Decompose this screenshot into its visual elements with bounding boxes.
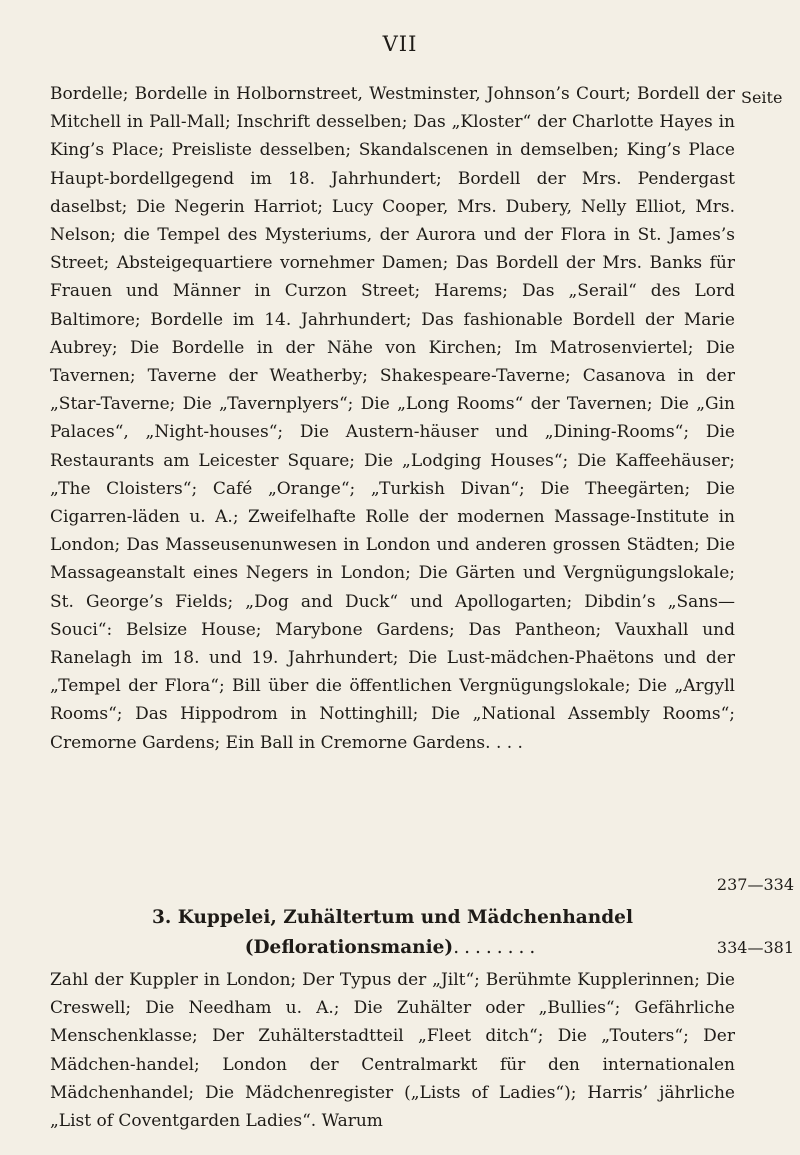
toc-entry-pages: 237—334 — [716, 875, 794, 894]
section-heading: 3. Kuppelei, Zuhältertum und Mädchenhandel — [152, 907, 633, 928]
section-subheading — [50, 933, 735, 963]
toc-entry-body — [50, 80, 735, 757]
section-pages: 334—381 — [716, 938, 794, 957]
page-number: VII — [382, 32, 418, 56]
section-subheading-dots: ........ — [453, 937, 541, 958]
section-subheading-text: (Deflorationsmanie) — [244, 937, 454, 958]
toc-entry-dots: . . . — [495, 732, 523, 753]
column-header-seite: Seite — [741, 88, 783, 107]
toc-entry-text: Bordelle; Bordelle in Holbornstreet, Westminster, Johnson’s Court; Bordell der Mitchell in Pall-Mall; Inschrift desselben; Das „Kloster“ der Charlotte Hayes in King’s Place; Preisliste desselben; Skandalscenen in demselben; King’s Place Haupt-bordellgegend im 18. Jahrhundert; Bordell der Mrs. Pendergast daselbst; Die Negerin Harriot; Lucy Cooper, Mrs. Dubery, Nelly Elliot, Mrs. Nelson; die Tempel des Mysteriums, der Aurora und der Flora in St. James’s Street; Absteigequartiere vornehmer Damen; Das Bordell der Mrs. Banks für Frauen und Männer in Curzon Street; Harems; Das „Serail“ des Lord Baltimore; Bordelle im 14. Jahrhundert; Das fashionable Bordell der Marie Aubrey; Die Bordelle in der Nähe von Kirchen; Im Matrosenviertel; Die Tavernen; Taverne der Weatherby; Shakespeare-Taverne; Casanova in der „Star-Taverne; Die „Tavernplyers“; Die „Long Rooms“ der Tavernen; Die „Gin Palaces“, „Night-houses“; Die Austern-häuser und „Dining-Rooms“; Die Restaurants am Leicester Square; Die „Lodging Houses“; Die Kaffeehäuser; „The Cloisters“; Café „Orange“; „Turkish Divan“; Die Theegärten; Die Cigarren-läden u. A.; Zweifelhafte Rolle der modernen Massage-Institute in London; Das Masseusenunwesen in London und anderen grossen Städten; Die Massageanstalt eines Negers in London; Die Gärten und Vergnügungslokale; St. George’s Fields; „Dog and Duck“ und Apollogarten; Dibdin’s „Sans—Souci“: Belsize House; Marybone Gardens; Das Pantheon; Vauxhall und Ranelagh im 18. und 19. Jahrhundert; Die Lust-mädchen-Phaëtons und der „Tempel der Flora“; Bill über die öffentlichen Vergnügungslokale; Die „Argyll Rooms“; Das Hippodrom in Nottinghill; Die „National Assembly Rooms“; Cremorne Gardens; Ein Ball in Cremorne Gardens. — [50, 84, 735, 753]
section-body: Zahl der Kuppler in London; Der Typus der „Jilt“; Berühmte Kupplerinnen; Die Creswell; Die Needham u. A.; Die Zuhälter oder „Bullies“; Gefährliche Menschenklasse; Der Zuhälterstadtteil „Fleet ditch“; Die „Touters“; Der Mädchen-handel; London der Centralmarkt für den internationalen Mädchenhandel; Die Mädchenregister („Lists of Ladies“); Harris’ jährliche „List of Coventgarden Ladies“. Warum — [50, 970, 735, 1132]
